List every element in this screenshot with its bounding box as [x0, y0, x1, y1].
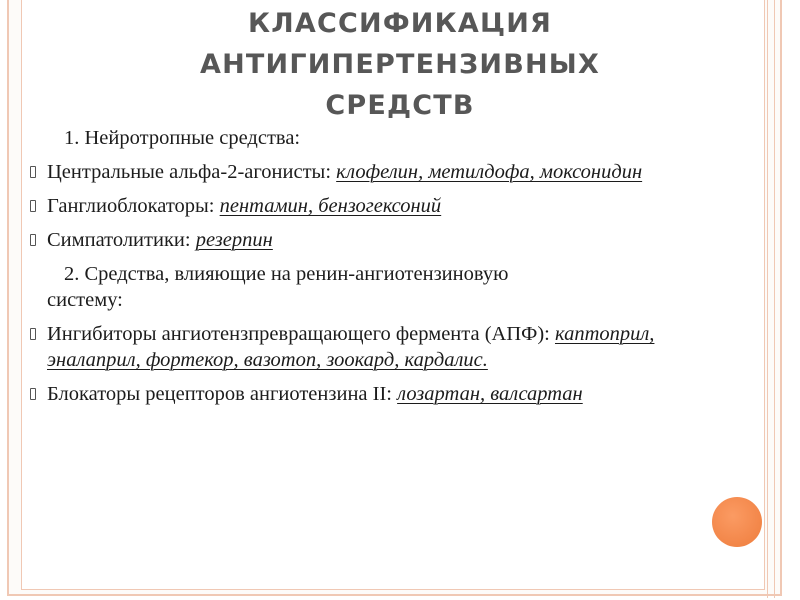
title-line: АНТИГИПЕРТЕНЗИВНЫХ [200, 49, 600, 80]
list-item-ganglioblockers [29, 193, 719, 219]
drug-names: пентамин, бензогексоний [219, 195, 442, 217]
section-heading-neurotropic [29, 125, 719, 151]
title-line: СРЕДСТВ [325, 90, 475, 121]
right-decorative-bar [767, 0, 775, 598]
section-heading-text-continued: систему: [47, 289, 123, 311]
item-label: Ганглиоблокаторы: [47, 195, 220, 217]
bullet-icon [30, 234, 36, 246]
slide-title [60, 3, 740, 126]
drug-names: клофелин, метилдофа, моксонидин [336, 161, 643, 183]
list-item-arb [29, 381, 719, 407]
list-item-ace-inhibitors [29, 321, 719, 373]
section-heading-text: 2. Средства, влияющие на ренин-ангиотензиновую [64, 263, 509, 285]
drug-names: лозартан, валсартан [397, 383, 583, 405]
item-label: Блокаторы рецепторов ангиотензина II: [47, 383, 398, 405]
bullet-icon [30, 328, 36, 340]
bullet-icon [30, 388, 36, 400]
section-heading-text: 1. Нейротропные средства: [64, 127, 301, 149]
drug-names: каптоприл, эналаприл, фортекор, вазотоп, зоокард, кардалис. [47, 323, 655, 371]
section-heading-raas [29, 261, 719, 313]
orange-circle-decoration [712, 497, 762, 547]
item-label: Ингибиторы ангиотензпревращающего фермента (АПФ): [47, 323, 555, 345]
drug-names: резерпин [195, 229, 273, 251]
list-item-sympatholytics [29, 227, 719, 253]
item-label: Симпатолитики: [47, 229, 196, 251]
bullet-icon [30, 166, 36, 178]
title-line: КЛАССИФИКАЦИЯ [248, 8, 552, 39]
bullet-icon [30, 200, 36, 212]
list-item-central-alpha2 [29, 159, 719, 185]
slide-body [29, 125, 719, 407]
item-label: Центральные альфа-2-агонисты: [47, 161, 337, 183]
